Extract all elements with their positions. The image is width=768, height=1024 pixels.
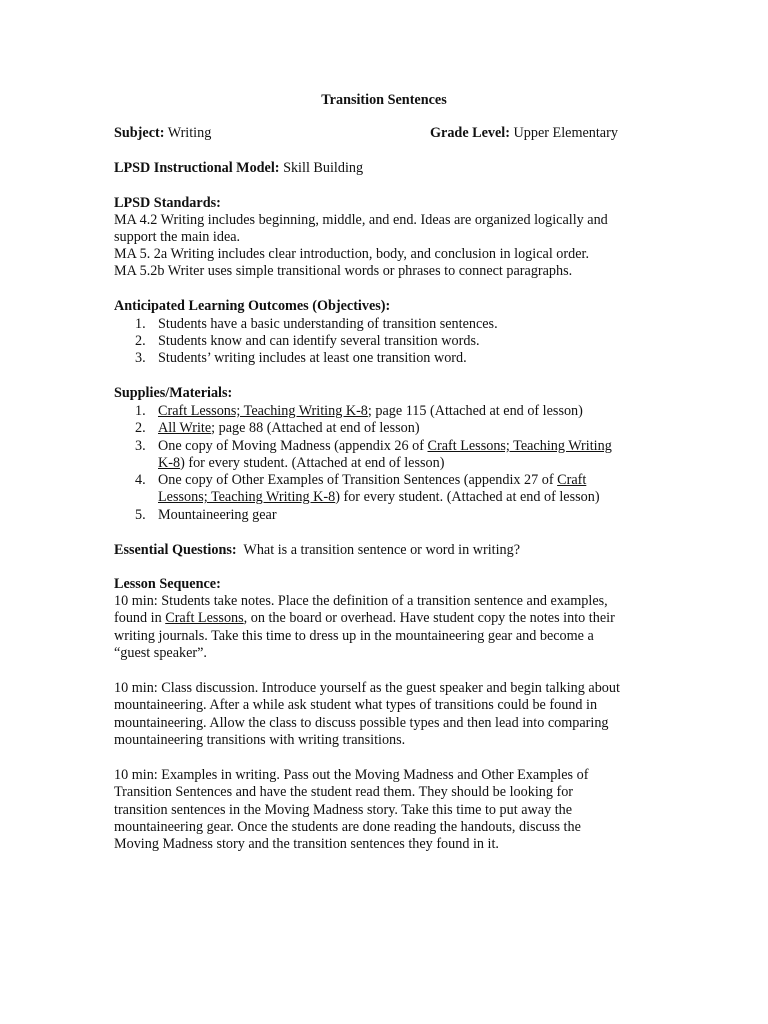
paragraph-line: Transition Sentences and have the student read them. They should be looking for [114, 784, 574, 800]
paragraph-line: found in Craft Lessons, on the board or overhead. Have student copy the notes into their [114, 610, 615, 626]
paragraph-line: mountaineering transitions with writing transitions. [114, 732, 406, 748]
book-title-link[interactable]: K-8 [158, 455, 181, 471]
standards-line: MA 5. 2a Writing includes clear introduction, body, and conclusion in logical order. [114, 246, 590, 262]
book-title-link[interactable]: Craft Lessons [165, 610, 244, 626]
lesson-sequence-heading: Lesson Sequence: [114, 576, 221, 592]
supply-number: 2. [135, 420, 146, 436]
subject-value: Writing [167, 125, 212, 141]
book-title-link[interactable]: Lessons; Teaching Writing K-8 [158, 489, 336, 505]
essential-questions-line [114, 542, 520, 559]
supplies-heading: Supplies/Materials: [114, 385, 233, 401]
outcome-number: 3. [135, 350, 146, 366]
outcome-item: Students have a basic understanding of transition sentences. [158, 316, 498, 332]
outcome-item: Students’ writing includes at least one transition word. [158, 350, 467, 366]
book-title-link[interactable]: Craft Lessons; Teaching Writing [427, 438, 612, 454]
instructional-model-label: LPSD Instructional Model: [114, 160, 280, 176]
paragraph-line: mountaineering gear. Once the students are done reading the handouts, discuss the [114, 819, 581, 835]
paragraph-line: 10 min: Class discussion. Introduce yourself as the guest speaker and begin talking about [114, 680, 620, 696]
subject-label: Subject: [114, 125, 165, 141]
supply-item: Mountaineering gear [158, 507, 277, 523]
supply-item-continued: K-8) for every student. (Attached at end of lesson) [158, 455, 445, 471]
book-title-link[interactable]: Craft [557, 472, 587, 488]
essential-questions-label: Essential Questions: [114, 542, 237, 558]
supply-item-continued: Lessons; Teaching Writing K-8) for every student. (Attached at end of lesson) [158, 489, 600, 505]
paragraph-line: 10 min: Examples in writing. Pass out the Moving Madness and Other Examples of [114, 767, 589, 783]
grade-level-line [430, 125, 618, 142]
paragraph-line: Moving Madness story and the transition sentences they found in it. [114, 836, 499, 852]
paragraph-line: 10 min: Students take notes. Place the definition of a transition sentence and examples, [114, 593, 608, 609]
outcome-item: Students know and can identify several transition words. [158, 333, 480, 349]
paragraph-line: mountaineering. After a while ask student what types of transitions could be found in [114, 697, 598, 713]
standards-line: MA 5.2b Writer uses simple transitional words or phrases to connect paragraphs. [114, 263, 573, 279]
book-title-link[interactable]: Craft Lessons; Teaching Writing K-8 [158, 403, 368, 419]
grade-level-label: Grade Level: [430, 125, 510, 141]
paragraph-line: mountaineering. Allow the class to discuss possible types and then lead into comparing [114, 715, 609, 731]
paragraph-line: “guest speaker”. [114, 645, 207, 661]
supply-number: 4. [135, 472, 146, 488]
book-title-link[interactable]: All Write [158, 420, 212, 436]
standards-heading: LPSD Standards: [114, 195, 221, 211]
paragraph-line: transition sentences in the Moving Madness story. Take this time to put away the [114, 802, 573, 818]
supply-item: One copy of Moving Madness (appendix 26 of Craft Lessons; Teaching Writing [158, 438, 612, 454]
document-title: Transition Sentences [321, 92, 447, 108]
outcome-number: 2. [135, 333, 146, 349]
outcome-number: 1. [135, 316, 146, 332]
supply-item: Craft Lessons; Teaching Writing K-8; page 115 (Attached at end of lesson) [158, 403, 583, 419]
supply-number: 3. [135, 438, 146, 454]
supply-number: 5. [135, 507, 146, 523]
grade-level-value: Upper Elementary [513, 125, 618, 141]
standards-line: support the main idea. [114, 229, 241, 245]
essential-questions-value: What is a transition sentence or word in writing? [236, 542, 521, 558]
paragraph-line: writing journals. Take this time to dress up in the mountaineering gear and become a [114, 628, 594, 644]
standards-line: MA 4.2 Writing includes beginning, middle, and end. Ideas are organized logically and [114, 212, 608, 228]
subject-line [114, 125, 211, 142]
supply-item: All Write; page 88 (Attached at end of lesson) [158, 420, 420, 436]
instructional-model-line [114, 160, 363, 177]
outcomes-heading: Anticipated Learning Outcomes (Objectives): [114, 298, 391, 314]
supply-number: 1. [135, 403, 146, 419]
instructional-model-value: Skill Building [283, 160, 364, 176]
supply-item: One copy of Other Examples of Transition Sentences (appendix 27 of Craft [158, 472, 587, 488]
